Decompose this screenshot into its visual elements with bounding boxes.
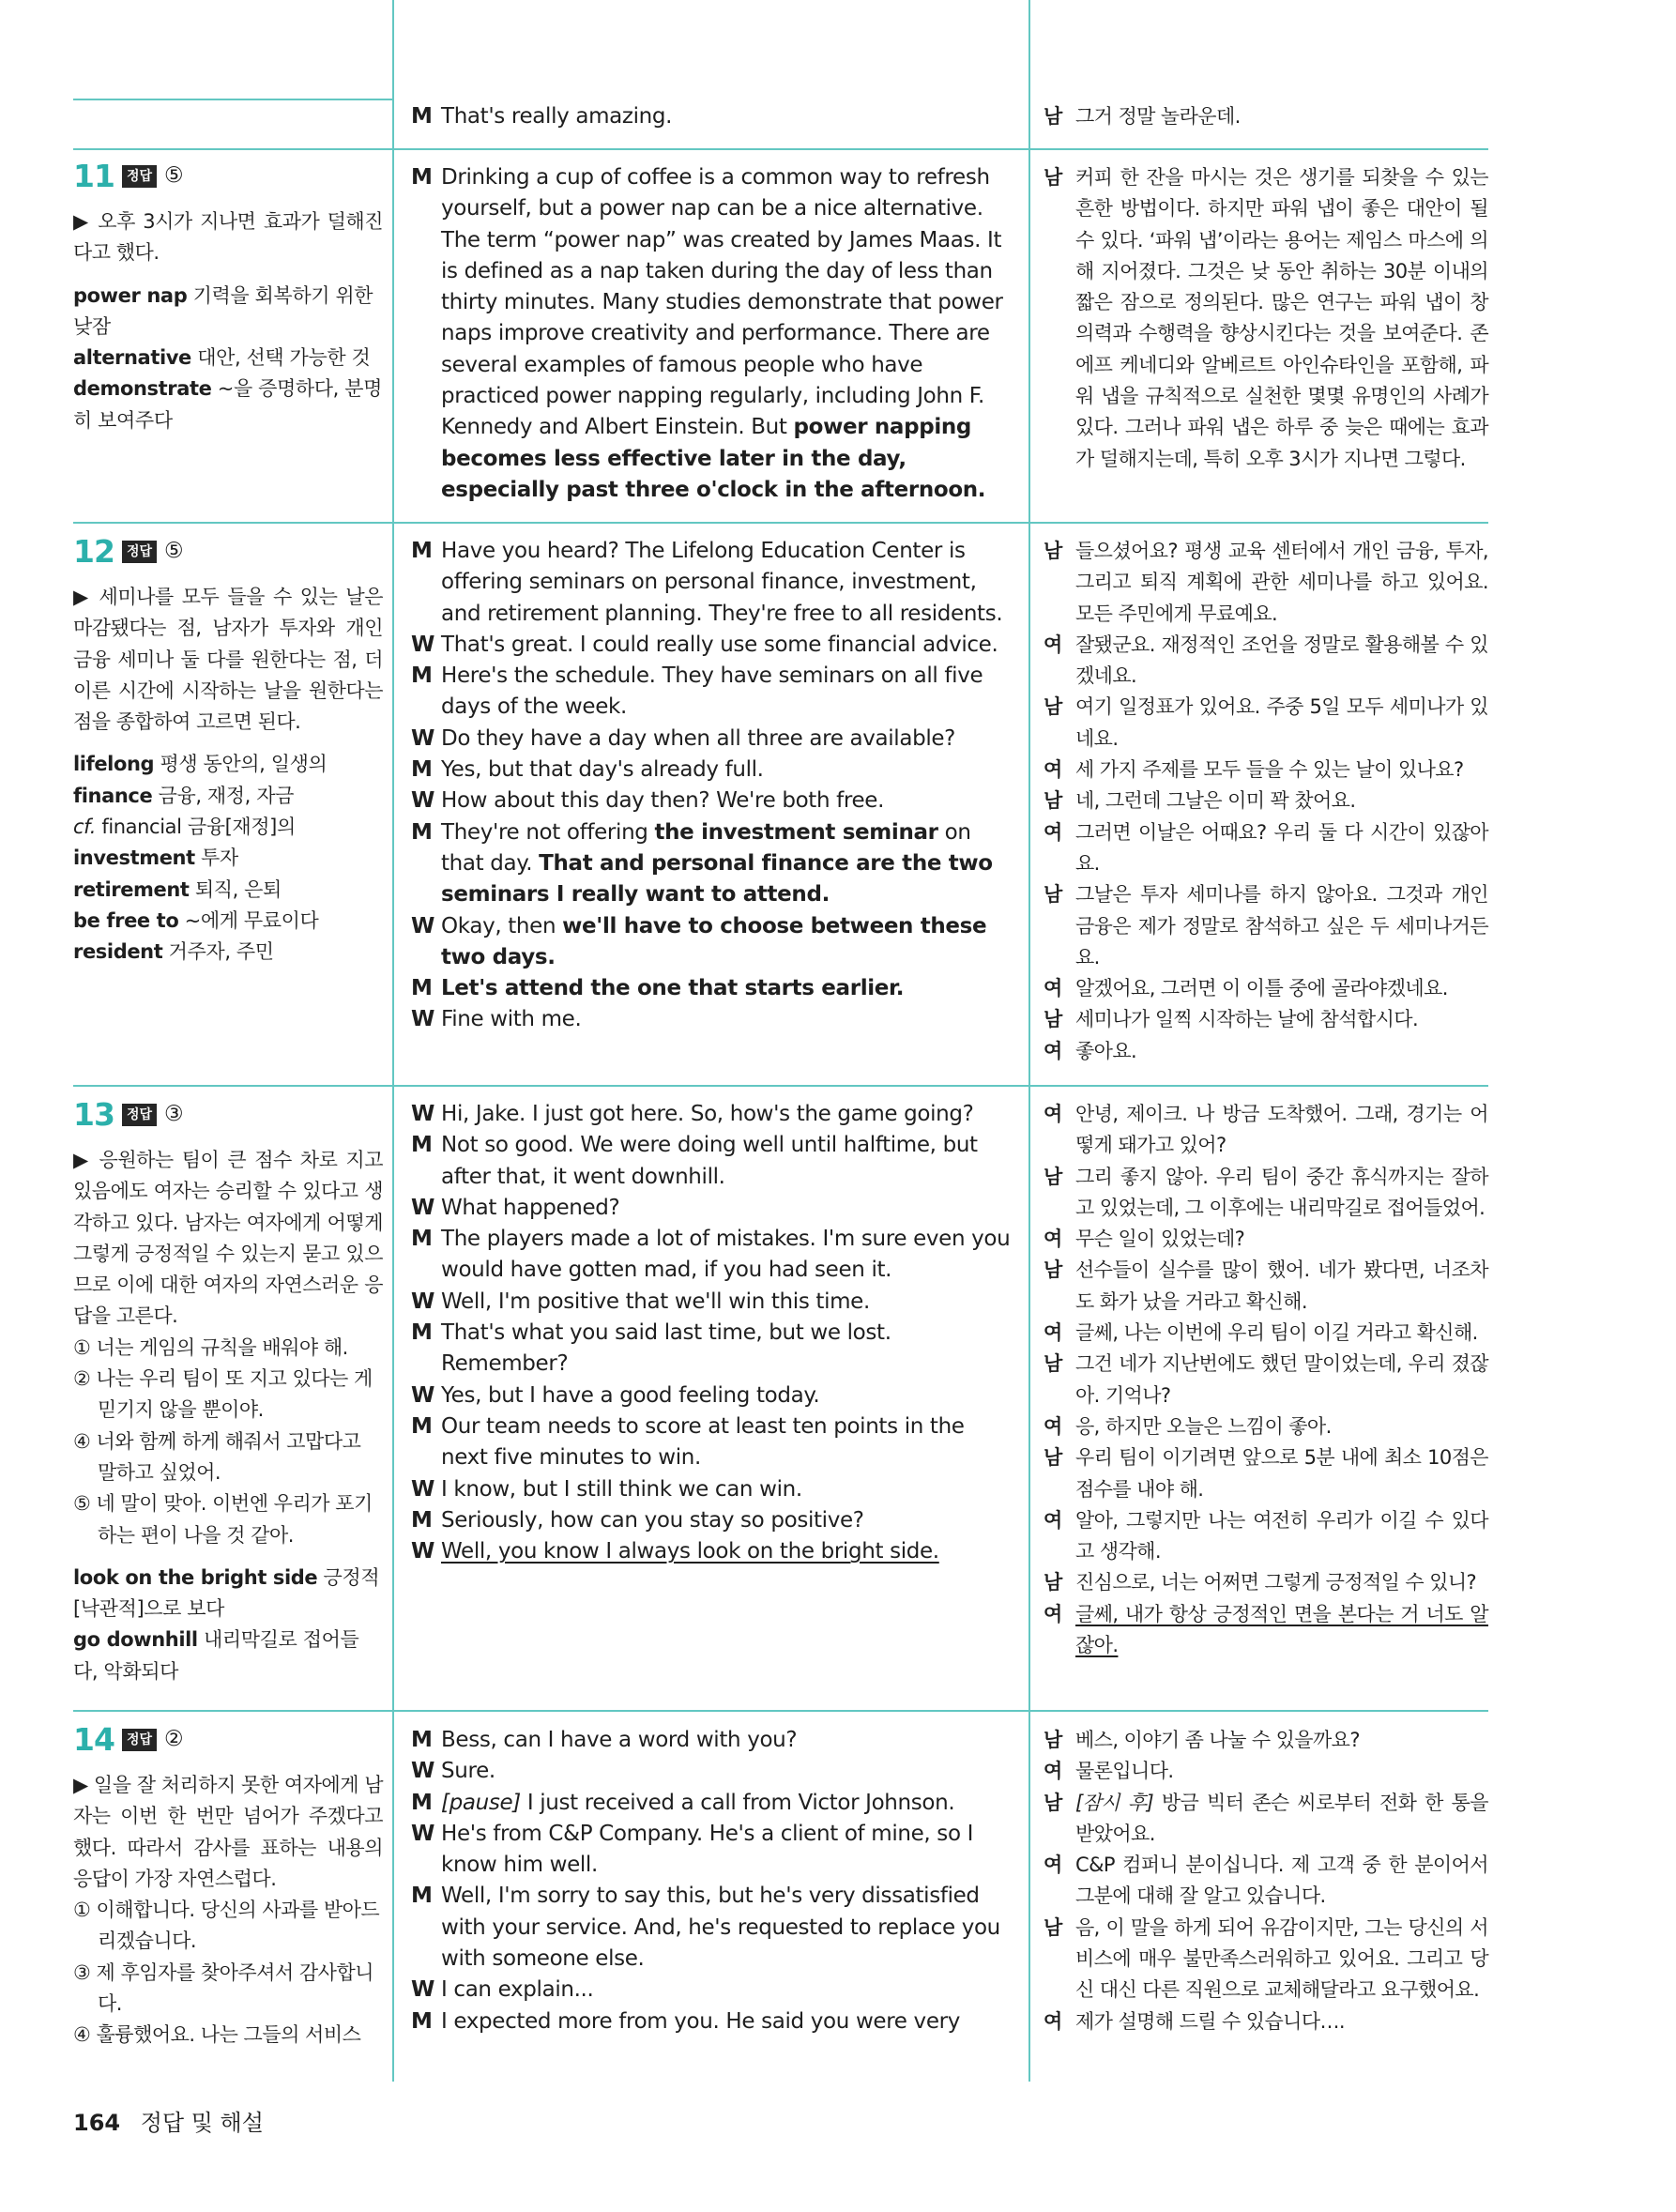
section-title: 정답 및 해설 xyxy=(140,2110,264,2136)
top-korean xyxy=(1044,101,1488,132)
dialogue-line: 남 우리 팀이 이기려면 앞으로 5분 내에 최소 10점은 점수를 내야 해. xyxy=(1044,1446,1488,1501)
dialogue-line: M Not so good. We were doing well until halftime, but after that, it went downhill. xyxy=(411,1133,978,1189)
dialogue-line: M Drinking a cup of coffee is a common way to refresh yourself, but a power nap can be a nice alternative. The term “power nap” was created by James Maas. It is defined as a nap taken during the day of less than thirty minutes. Many studies demonstrate that power naps improve creativity and performance. There are several examples of famous people who have practiced power napping regularly, including John F. Kennedy and Albert Einstein. But power napping becomes less effective later in the day, especially past three o'clock in the afternoon. xyxy=(411,165,1003,502)
dialogue-line: 남 음, 이 말을 하게 되어 유감이지만, 그는 당신의 서비스에 매우 불만족스러워하고 있어요. 그리고 당신 대신 다른 직원으로 교체해달라고 요구했어요. xyxy=(1044,1915,1488,2002)
dialogue-line: W Fine with me. xyxy=(411,1007,582,1032)
dialogue-line: 남 그건 네가 지난번에도 했던 말이었는데, 우리 졌잖아. 기억나? xyxy=(1044,1352,1488,1407)
dialogue-line: 여 좋아요. xyxy=(1044,1039,1137,1062)
vocab-item: investment 투자 xyxy=(73,847,238,870)
vocab-item: retirement 퇴직, 은퇴 xyxy=(73,877,282,901)
row-divider-q11 xyxy=(73,148,1488,150)
answer-choice: ② xyxy=(164,1727,184,1752)
q12-notes xyxy=(73,535,383,969)
dialogue-line: 남 선수들이 실수를 많이 했어. 네가 봤다면, 너조차도 화가 났을 거라고 확신해. xyxy=(1044,1259,1488,1313)
dialogue-line: 여 알아, 그렇지만 나는 여전히 우리가 이길 수 있다고 생각해. xyxy=(1044,1508,1488,1564)
vocab-item: demonstrate ~을 증명하다, 분명히 보여주다 xyxy=(73,377,382,432)
page-number: 164 xyxy=(73,2110,121,2136)
dialogue-line: 남 진심으로, 너는 어쩌면 그렇게 긍정적일 수 있니? xyxy=(1044,1571,1477,1594)
dialogue-line: M That's really amazing. xyxy=(411,104,673,129)
question-number: 12 xyxy=(73,533,114,571)
column-divider-right xyxy=(1028,0,1030,2082)
answer-badge: 정답 xyxy=(122,1104,157,1126)
answer-choice: ⑤ xyxy=(164,163,184,189)
dialogue-line: W What happened? xyxy=(411,1195,620,1220)
q14-header xyxy=(73,1723,383,1757)
question-number: 11 xyxy=(73,158,114,195)
dialogue-line: M Here's the schedule. They have seminars on all five days of the week. xyxy=(411,664,983,720)
dialogue-line: M Our team needs to score at least ten points in the next five minutes to win. xyxy=(411,1413,965,1471)
dialogue-line: 남 여기 일정표가 있어요. 주중 5일 모두 세미나가 있네요. xyxy=(1044,695,1488,750)
row-divider-top xyxy=(73,99,392,100)
q13-header xyxy=(73,1098,383,1132)
dialogue-line: M Well, I'm sorry to say this, but he's very dissatisfied with your service. And, he's requested to replace you with someone else. xyxy=(411,1884,1000,1972)
dialogue-line: 여 물론입니다. xyxy=(1044,1760,1174,1783)
q12-english xyxy=(411,536,1012,1036)
q12-korean xyxy=(1044,536,1488,1067)
dialogue-line: W Okay, then we'll have to choose between these two days. xyxy=(411,913,987,969)
dialogue-line: 여 글쎄, 나는 이번에 우리 팀이 이길 거라고 확신해. xyxy=(1044,1321,1478,1345)
row-divider-q12 xyxy=(73,522,1488,524)
vocab-item: power nap 기력을 회복하기 위한 낮잠 xyxy=(73,283,373,338)
q13-english xyxy=(411,1099,1012,1567)
dialogue-line: 여 알겠어요, 그러면 이 이틀 중에 골라야겠네요. xyxy=(1044,977,1448,1000)
dialogue-line: 여 세 가지 주제를 모두 들을 수 있는 날이 있나요? xyxy=(1044,758,1464,782)
explanation: ▶ 응원하는 팀이 큰 점수 차로 지고 있음에도 여자는 승리할 수 있다고 생각하고 있다. 남자는 여자에게 어떻게 그렇게 긍정적일 수 있는지 묻고 있으므로 이에 대한 여자의 자연스러운 응답을 고른다. xyxy=(73,1149,383,1328)
question-number: 14 xyxy=(73,1721,114,1759)
explanation: ▶ 일을 잘 처리하지 못한 여자에게 남자는 이번 한 번만 넘어가 주겠다고 했다. 따라서 감사를 표하는 내용의 응답이 가장 자연스럽다. xyxy=(73,1774,383,1890)
dialogue-line: W Sure. xyxy=(411,1759,495,1784)
option-item: ② 나는 우리 팀이 또 지고 있다는 게 믿기지 않을 뿐이야. xyxy=(73,1367,373,1422)
dialogue-line: 여 C&P 컴퍼니 분이십니다. 제 고객 중 한 분이어서 그분에 대해 잘 알고 있습니다. xyxy=(1044,1854,1488,1908)
answer-choice: ⑤ xyxy=(164,539,184,564)
vocab-item: go downhill 내리막길로 접어들다, 악화되다 xyxy=(73,1628,359,1683)
q14-english xyxy=(411,1725,1012,2037)
vocab-item: alternative 대안, 선택 가능한 것 xyxy=(73,346,371,370)
dialogue-line: W That's great. I could really use some financial advice. xyxy=(411,632,998,657)
dialogue-line: 여 응, 하지만 오늘은 느낌이 좋아. xyxy=(1044,1414,1332,1438)
dialogue-line: 여 글쎄, 내가 항상 긍정적인 면을 본다는 거 너도 알잖아. xyxy=(1044,1602,1488,1657)
dialogue-line: 여 잘됐군요. 재정적인 조언을 정말로 활용해볼 수 있겠네요. xyxy=(1044,633,1488,688)
vocab-item: resident 거주자, 주민 xyxy=(73,940,274,964)
option-item: ③ 제 후임자를 찾아주셔서 감사합니다. xyxy=(73,1960,374,2016)
dialogue-line: 여 제가 설명해 드릴 수 있습니다…. xyxy=(1044,2009,1346,2033)
answer-badge: 정답 xyxy=(122,541,157,563)
explanation: ▶ 세미나를 모두 들을 수 있는 날은 마감됐다는 점, 남자가 투자와 개인 금융 세미나 둘 다를 원한다는 점, 더 이른 시간에 시작하는 날을 원한다는 점을 종합하여 고르면 된다. xyxy=(73,586,383,734)
vocab-item: lifelong 평생 동안의, 일생의 xyxy=(73,753,328,776)
dialogue-line: 남 그날은 투자 세미나를 하지 않아요. 그것과 개인 금융은 제가 정말로 참석하고 싶은 두 세미나거든요. xyxy=(1044,883,1488,969)
q12-header xyxy=(73,535,383,569)
dialogue-line: M Let's attend the one that starts earlier. xyxy=(411,976,905,1001)
dialogue-line: W Hi, Jake. I just got here. So, how's the game going? xyxy=(411,1102,974,1126)
vocab-item: cf. financial 금융[재정]의 xyxy=(73,816,296,839)
dialogue-line: W Do they have a day when all three are available? xyxy=(411,725,956,751)
dialogue-line: 여 안녕, 제이크. 나 방금 도착했어. 그래, 경기는 어떻게 돼가고 있어? xyxy=(1044,1103,1488,1157)
answer-badge: 정답 xyxy=(122,1729,157,1751)
row-divider-q14 xyxy=(73,1710,1488,1712)
dialogue-line: W Well, you know I always look on the bright side. xyxy=(411,1539,939,1564)
dialogue-line: 여 무슨 일이 있었는데? xyxy=(1044,1228,1245,1251)
column-divider-left xyxy=(392,0,394,2082)
option-item: ① 너는 게임의 규칙을 배워야 해. xyxy=(73,1335,348,1359)
dialogue-line: W Well, I'm positive that we'll win this time. xyxy=(411,1289,870,1314)
dialogue-line: 남 네, 그런데 그날은 이미 꽉 찼어요. xyxy=(1044,789,1356,813)
dialogue-line: M I expected more from you. He said you were very xyxy=(411,2008,960,2034)
option-item: ④ 너와 함께 하게 해줘서 고맙다고 말하고 싶었어. xyxy=(73,1429,361,1484)
dialogue-line: M They're not offering the investment seminar on that day. That and personal finance are the two seminars I really want to attend. xyxy=(411,819,993,908)
top-english xyxy=(411,101,1012,132)
dialogue-line: 남 그리 좋지 않아. 우리 팀이 중간 휴식까지는 잘하고 있었는데, 그 이후에는 내리막길로 접어들었어. xyxy=(1044,1165,1488,1219)
row-divider-q13 xyxy=(73,1085,1488,1087)
dialogue-line: 남 베스, 이야기 좀 나눌 수 있을까요? xyxy=(1044,1729,1360,1751)
dialogue-line: 남 [잠시 후] 방금 빅터 존슨 씨로부터 전화 한 통을 받았어요. xyxy=(1044,1791,1488,1845)
explanation: ▶ 오후 3시가 지나면 효과가 덜해진다고 했다. xyxy=(73,210,383,265)
q14-notes xyxy=(73,1723,383,2052)
dialogue-line: M Yes, but that day's already full. xyxy=(411,757,764,783)
q11-english xyxy=(411,162,1012,506)
answer-badge: 정답 xyxy=(122,165,157,188)
dialogue-line: M Seriously, how can you stay so positive? xyxy=(411,1507,864,1533)
dialogue-line: 남 세미나가 일찍 시작하는 날에 참석합시다. xyxy=(1044,1008,1419,1031)
q11-notes xyxy=(73,160,383,436)
dialogue-line: M That's what you said last time, but we lost. Remember? xyxy=(411,1320,891,1377)
dialogue-line: 여 그러면 이날은 어때요? 우리 둘 다 시간이 있잖아요. xyxy=(1044,820,1488,875)
question-number: 13 xyxy=(73,1096,114,1134)
q14-korean xyxy=(1044,1725,1488,2037)
dialogue-line: 남 커피 한 잔을 마시는 것은 생기를 되찾을 수 있는 흔한 방법이다. 하지만 파워 냅이 좋은 대안이 될 수 있다. ‘파워 냅’이라는 용어는 제임스 마스에 의해 지어졌다. 그것은 낮 동안 취하는 30분 이내의 짧은 잠으로 정의된다. 많은 연구는 파워 냅이 창의력과 수행력을 향상시킨다는 것을 보여준다. 존 에프 케네디와 알베르트 아인슈타인을 포함해, 파워 냅을 규칙적으로 실천한 몇몇 유명인의 사례가 있다. 그러나 파워 냅은 하루 중 늦은 때에는 효과가 덜해지는데, 특히 오후 3시가 지나면 그렇다. xyxy=(1044,166,1488,470)
vocab-item: look on the bright side 긍정적[낙관적]으로 보다 xyxy=(73,1565,380,1621)
dialogue-line: W I can explain... xyxy=(411,1977,594,2003)
dialogue-line: 남 그거 정말 놀라운데. xyxy=(1044,105,1241,128)
dialogue-line: M The players made a lot of mistakes. I'm sure even you would have gotten mad, if you had seen it. xyxy=(411,1227,1011,1283)
dialogue-line: M Have you heard? The Lifelong Education Center is offering seminars on personal finance, investment, and retirement planning. They're free to all residents. xyxy=(411,539,1003,626)
dialogue-line: M Bess, can I have a word with you? xyxy=(411,1728,798,1752)
q11-header xyxy=(73,160,383,193)
dialogue-line: 남 들으셨어요? 평생 교육 센터에서 개인 금융, 투자, 그리고 퇴직 계획에 관한 세미나를 하고 있어요. 모든 주민에게 무료예요. xyxy=(1044,540,1488,625)
page-footer xyxy=(73,2104,264,2137)
option-item: ① 이해합니다. 당신의 사과를 받아드리겠습니다. xyxy=(73,1899,380,1953)
option-item: ⑤ 네 말이 맞아. 이번엔 우리가 포기하는 편이 나을 것 같아. xyxy=(73,1492,373,1547)
option-item: ④ 훌륭했어요. 나는 그들의 서비스 xyxy=(73,2023,361,2047)
q11-korean xyxy=(1044,162,1488,475)
q13-korean xyxy=(1044,1099,1488,1661)
dialogue-line: M [pause] I just received a call from Victor Johnson. xyxy=(411,1790,955,1815)
dialogue-line: W He's from C&P Company. He's a client of mine, so I know him well. xyxy=(411,1821,974,1878)
vocab-item: finance 금융, 재정, 자금 xyxy=(73,784,294,807)
dialogue-line: W I know, but I still think we can win. xyxy=(411,1476,802,1502)
dialogue-line: W How about this day then? We're both free. xyxy=(411,788,885,814)
answer-choice: ③ xyxy=(164,1102,184,1127)
dialogue-line: W Yes, but I have a good feeling today. xyxy=(411,1382,820,1408)
vocab-item: be free to ~에게 무료이다 xyxy=(73,908,319,932)
q13-notes xyxy=(73,1098,383,1687)
